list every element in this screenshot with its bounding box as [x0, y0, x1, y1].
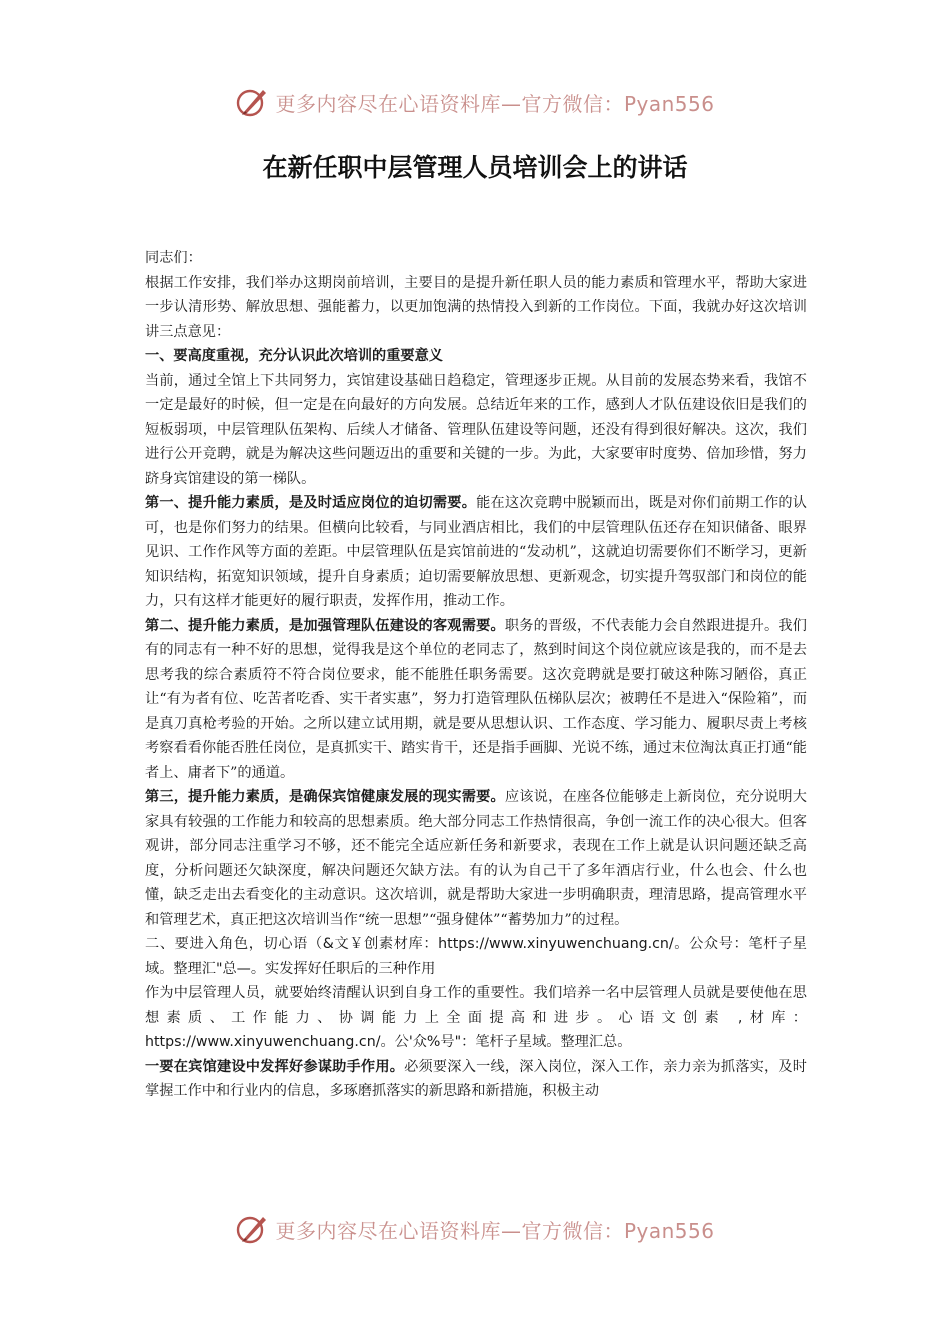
paragraph-intro: 根据工作安排，我们举办这期岗前培训，主要目的是提升新任职人员的能力素质和管理水平，帮助大家进一步认清形势、解放思想、强能蓄力，以更加饱满的热情投入到新的工作岗位。下面，我就办好这次培训讲三点意见：	[145, 274, 807, 340]
point-lead: 第三，提升能力素质，是确保宾馆健康发展的现实需要。	[145, 789, 505, 805]
document-body	[145, 246, 807, 1104]
quill-pen-icon	[235, 85, 269, 119]
paragraph-point-1	[145, 491, 807, 614]
point-text: 必须要深入一线，深入岗位，深入工作，亲力亲为抓落实，及时掌握工作中和行业内的信息，多琢磨抓落实的新思路和新措施，积极主动	[145, 1058, 807, 1099]
watermark-text: 更多内容尽在心语资料库—官方微信：Pyan556	[275, 1218, 715, 1243]
document-title: 在新任职中层管理人员培训会上的讲话	[262, 153, 688, 182]
paragraph-point-3	[145, 785, 807, 932]
paragraph-point-4	[145, 1055, 807, 1104]
point-lead: 第二、提升能力素质，是加强管理队伍建设的客观需要。	[145, 617, 505, 634]
watermark-header	[0, 80, 950, 124]
point-lead: 第一、提升能力素质，是及时适应岗位的迫切需要。	[145, 495, 477, 511]
point-text: 职务的晋级，不代表能力会自然跟进提升。我们有的同志有一种不好的思想，觉得我是这个单位的老同志了，熬到时间这个岗位就应该是我的，而不是去思考我的综合素质符不符合岗位要求，能不能胜任职务需要。这次竞聘就是要打破这种陈习陋俗，真正让“有为者有位、吃苦者吃香、实干者实惠”，努力打造管理队伍梯队层次；被聘任不是进入“保险箱”，而是真刀真枪考验的开始。之所以建立试用期，就是要从思想认识、工作态度、学习能力、履职尽责上考核考察看看你能否胜任岗位，是真抓实干、踏实肯干，还是指手画脚、光说不练，通过末位淘汰真正打通“能者上、庸者下”的通道。	[145, 617, 808, 781]
paragraph-salutation: 同志们：	[145, 250, 202, 266]
section-heading-2: 二、要进入角色，切心语（&文￥创素材库：https://www.xinyuwenchuang.cn/。公众号：笔杆子星域。整理汇"总—。实发挥好任职后的三种作用	[145, 936, 807, 977]
paragraph-body: 作为中层管理人员，就要始终清醒认识到自身工作的重要性。我们培养一名中层管理人员就是要使他在思想素质、工作能力、协调能力上全面提高和进步。心语文创素 ,材库：https://www.xinyuwenchuang.cn/。公'众%号"：笔杆子星域。整理汇总。	[145, 985, 807, 1050]
quill-pen-icon	[235, 1212, 269, 1246]
section-heading-1: 一、要高度重视，充分认识此次培训的重要意义	[145, 348, 443, 364]
point-lead: 一要在宾馆建设中发挥好参谋助手作用。	[145, 1058, 405, 1075]
paragraph-point-2	[145, 614, 807, 786]
watermark-text: 更多内容尽在心语资料库—官方微信：Pyan556	[275, 91, 715, 116]
watermark-footer	[0, 1207, 950, 1251]
paragraph-body: 当前，通过全馆上下共同努力，宾馆建设基础日趋稳定，管理逐步正规。从目前的发展态势来看，我馆不一定是最好的时候，但一定是在向最好的方向发展。总结近年来的工作，感到人才队伍建设依旧是我们的短板弱项，中层管理队伍架构、后续人才储备、管理队伍建设等问题，还没有得到很好解决。这次，我们进行公开竞聘，就是为解决这些问题迈出的重要和关键的一步。为此，大家要审时度势、倍加珍惜，努力跻身宾馆建设的第一梯队。	[145, 372, 807, 487]
point-text: 能在这次竞聘中脱颖而出，既是对你们前期工作的认可，也是你们努力的结果。但横向比较看，与同业酒店相比，我们的中层管理队伍还存在知识储备、眼界见识、工作作风等方面的差距。中层管理队伍是宾馆前进的“发动机”，这就迫切需要你们不断学习，更新知识结构，拓宽知识领域，提升自身素质；迫切需要解放思想、更新观念，切实提升驾驭部门和岗位的能力，只有这样才能更好的履行职责，发挥作用，推动工作。	[145, 495, 807, 609]
point-text: 应该说，在座各位能够走上新岗位，充分说明大家具有较强的工作能力和较高的思想素质。绝大部分同志工作热情很高，争创一流工作的决心很大。但客观讲，部分同志注重学习不够，还不能完全适应新任务和新要求，表现在工作上就是认识问题还缺乏高度，分析问题还欠缺深度，解决问题还欠缺方法。有的认为自己干了多年酒店行业，什么也会、什么也懂，缺乏走出去看变化的主动意识。这次培训，就是帮助大家进一步明确职责，理清思路，提高管理水平和管理艺术，真正把这次培训当作“统一思想”“强身健体”“蓄势加力”的过程。	[145, 789, 807, 928]
